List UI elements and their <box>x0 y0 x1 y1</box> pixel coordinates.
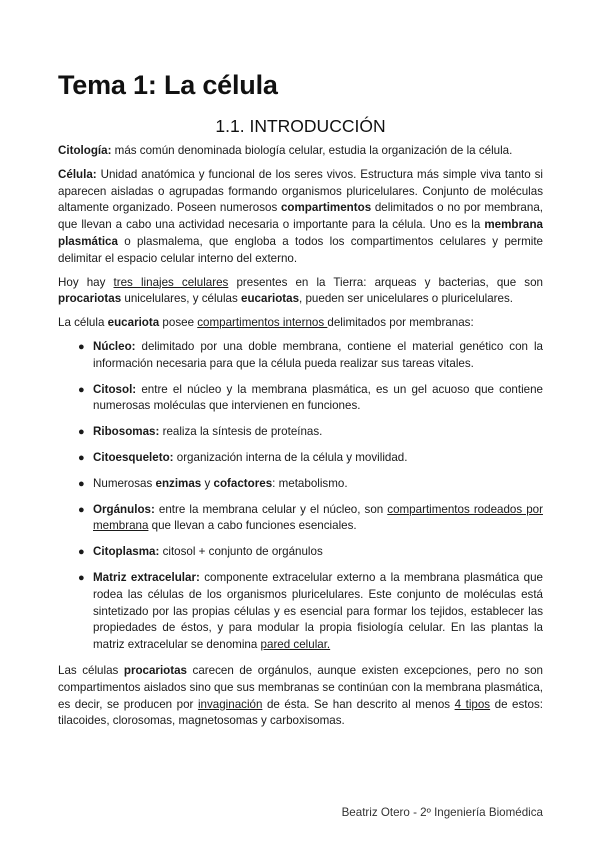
list-item: ● Matriz extracelular: componente extracelular externo a la membrana plasmática que rodea las células de los organismos pluricelulares. Este conjunto de moléculas está sintetizado por las propias células y es esencial para formar los tejidos, establecer las propiedades de éstos, y para modular la propia fisiología celular. En las plantas la matriz extracelular se denomina pared celular. <box>78 570 543 652</box>
list-item: ● Numerosas enzimas y cofactores: metabolismo. <box>58 476 543 493</box>
paragraph-linajes: Hoy hay tres linajes celulares presentes en la Tierra: arqueas y bacterias, que son procariotas unicelulares, y células eucariotas, pueden ser unicelulares o pluricelulares. <box>58 275 543 306</box>
bullet-icon: ● <box>78 571 85 584</box>
term: Célula: <box>58 167 97 181</box>
bullet-icon: ● <box>78 340 85 353</box>
list-item: ● Ribosomas: realiza la síntesis de proteínas. <box>58 424 543 441</box>
eukaryote-components-list <box>58 339 543 654</box>
bullet-icon: ● <box>78 451 85 464</box>
page-title: Tema 1: La célula <box>58 70 278 100</box>
paragraph-citologia: Citología: más común denominada biología celular, estudia la organización de la célula. <box>58 144 513 157</box>
paragraph-procariotas: Las células procariotas carecen de orgánulos, aunque existen excepciones, pero no son compartimentos aislados sino que sus membranas se continúan con la membrana plasmática, es decir, se producen por invaginación de ésta. Se han descrito al menos 4 tipos de estos: tilacoides, clorosomas, magnetosomas y carboxisomas. <box>58 663 543 728</box>
list-item: ● Citoplasma: citosol + conjunto de orgánulos <box>58 544 543 561</box>
paragraph-eucariota: La célula eucariota posee compartimentos internos delimitados por membranas: <box>58 316 474 330</box>
section-title: 1.1. INTRODUCCIÓN <box>215 116 386 136</box>
page-footer: Beatriz Otero - 2º Ingeniería Biomédica <box>341 806 543 819</box>
bullet-icon: ● <box>78 383 85 396</box>
bullet-icon: ● <box>78 477 85 490</box>
paragraph-celula: Célula: Unidad anatómica y funcional de los seres vivos. Estructura más simple viva tanto si aparecen aisladas o agrupadas formando organismos pluricelulares. Conjunto de moléculas altamente organizado. Poseen numerosos compartimentos delimitados o no por membrana, que llevan a cabo una actividad necesaria o importante para la célula. Uno es la membrana plasmática o plasmalema, que engloba a todos los compartimentos celulares y permite delimitar el espacio celular interno del externo. <box>58 167 543 265</box>
bullet-icon: ● <box>78 426 85 439</box>
list-item: ● Citoesqueleto: organización interna de la célula y movilidad. <box>58 450 543 467</box>
bullet-icon: ● <box>78 503 85 516</box>
bullet-icon: ● <box>78 546 85 559</box>
term: Citología: <box>58 144 112 157</box>
list-item: ● Citosol: entre el núcleo y la membrana plasmática, es un gel acuoso que contiene numerosas moléculas que intervienen en funciones. <box>78 382 543 413</box>
list-item: ● Orgánulos: entre la membrana celular y el núcleo, son compartimentos rodeados por membrana que llevan a cabo funciones esenciales. <box>78 502 543 533</box>
list-item: ● Núcleo: delimitado por una doble membrana, contiene el material genético con la información necesaria para que la célula pueda realizar sus tareas vitales. <box>78 339 543 370</box>
document-body <box>58 143 543 737</box>
